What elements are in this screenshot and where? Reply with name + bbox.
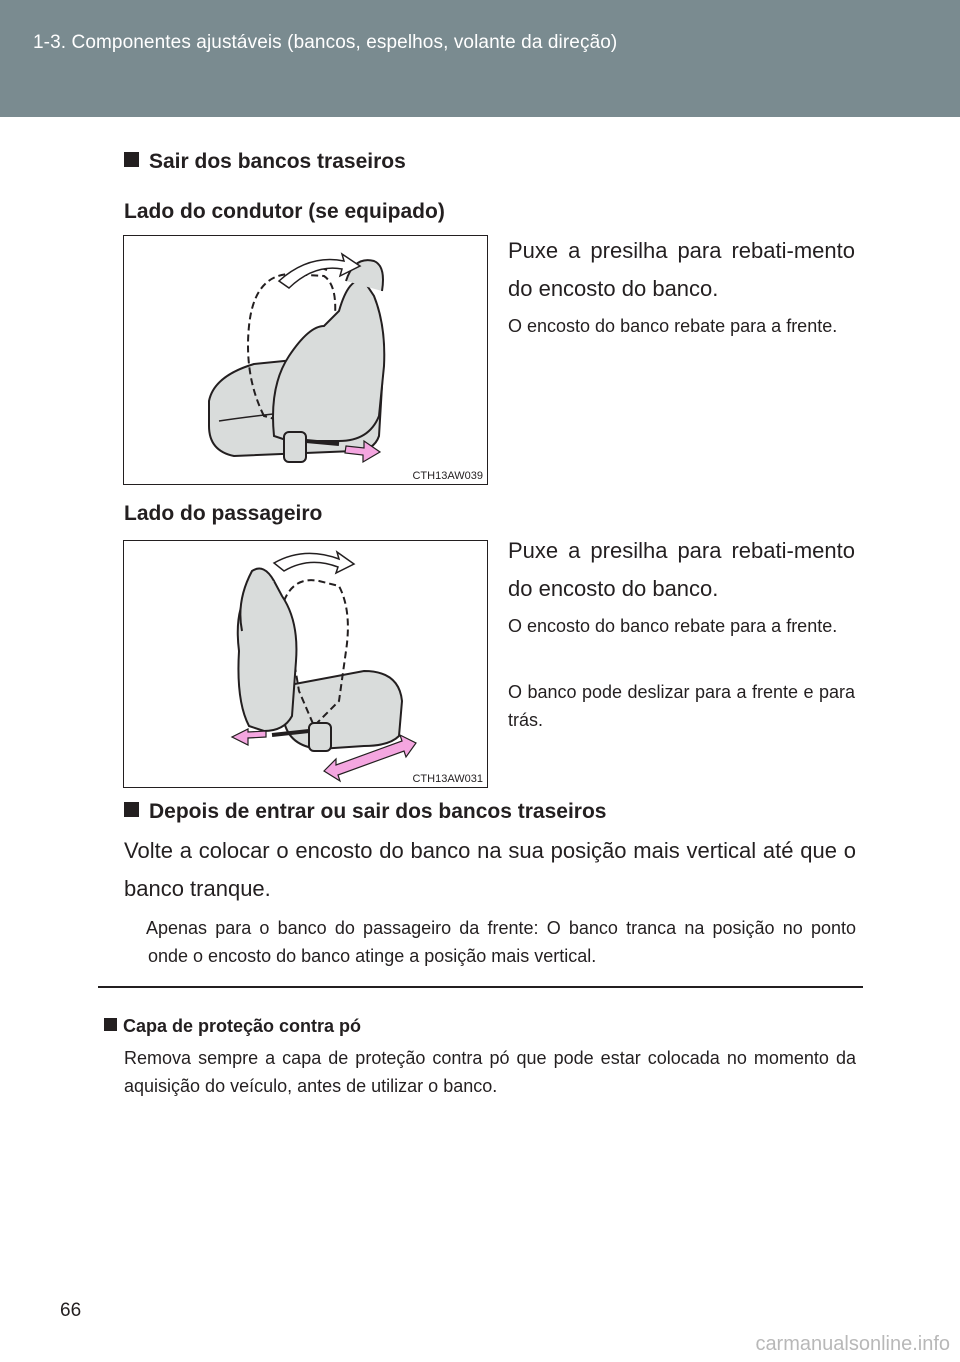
passenger-note-2: O banco pode deslizar para a frente e para trás. — [508, 682, 855, 730]
page-number: 66 — [60, 1300, 82, 1321]
driver-note-1: O encosto do banco rebate para a frente. — [508, 316, 838, 336]
info-heading — [104, 1016, 361, 1037]
section2-body: Volte a colocar o encosto do banco na sua posição mais vertical até que o banco tranque. — [124, 838, 856, 901]
passenger-note-1: O encosto do banco rebate para a frente. — [508, 616, 838, 636]
info-heading-text: Capa de proteção contra pó — [123, 1016, 362, 1036]
section-heading-text: Depois de entrar ou sair dos bancos traseiros — [149, 800, 607, 823]
figure-driver-seat — [123, 235, 488, 485]
passenger-instruction: Puxe a presilha para rebati-mento do encosto do banco. — [508, 538, 855, 601]
watermark: carmanualsonline.info — [755, 1333, 950, 1355]
figure-code: CTH13AW039 — [412, 470, 483, 482]
driver-seat-illustration — [124, 236, 486, 483]
figure-code: CTH13AW031 — [412, 773, 483, 785]
divider — [98, 986, 863, 988]
info-body: Remova sempre a capa de proteção contra pó que pode estar colocada no momento da aquisição do veículo, antes de utilizar o banco. — [124, 1048, 856, 1096]
header-title: 1-3. Componentes ajustáveis (bancos, espelhos, volante da direção) — [33, 32, 618, 53]
section-heading-text: Sair dos bancos traseiros — [149, 150, 406, 173]
section2-note: Apenas para o banco do passageiro da frente: O banco tranca na posição no ponto onde o encosto do banco atinge a posição mais vertical. — [146, 918, 856, 966]
subheading-driver-side: Lado do condutor (se equipado) — [124, 200, 445, 223]
driver-instruction: Puxe a presilha para rebati-mento do encosto do banco. — [508, 238, 855, 301]
section-heading-after-entering — [124, 800, 606, 824]
bullet-square-icon — [124, 802, 139, 817]
passenger-seat-illustration — [124, 541, 486, 786]
page-header — [0, 0, 960, 117]
bullet-square-icon — [104, 1018, 117, 1031]
figure-passenger-seat — [123, 540, 488, 788]
subheading-passenger-side: Lado do passageiro — [124, 502, 323, 525]
bullet-square-icon — [124, 152, 139, 167]
section-heading-exit-rear-seats — [124, 150, 406, 174]
